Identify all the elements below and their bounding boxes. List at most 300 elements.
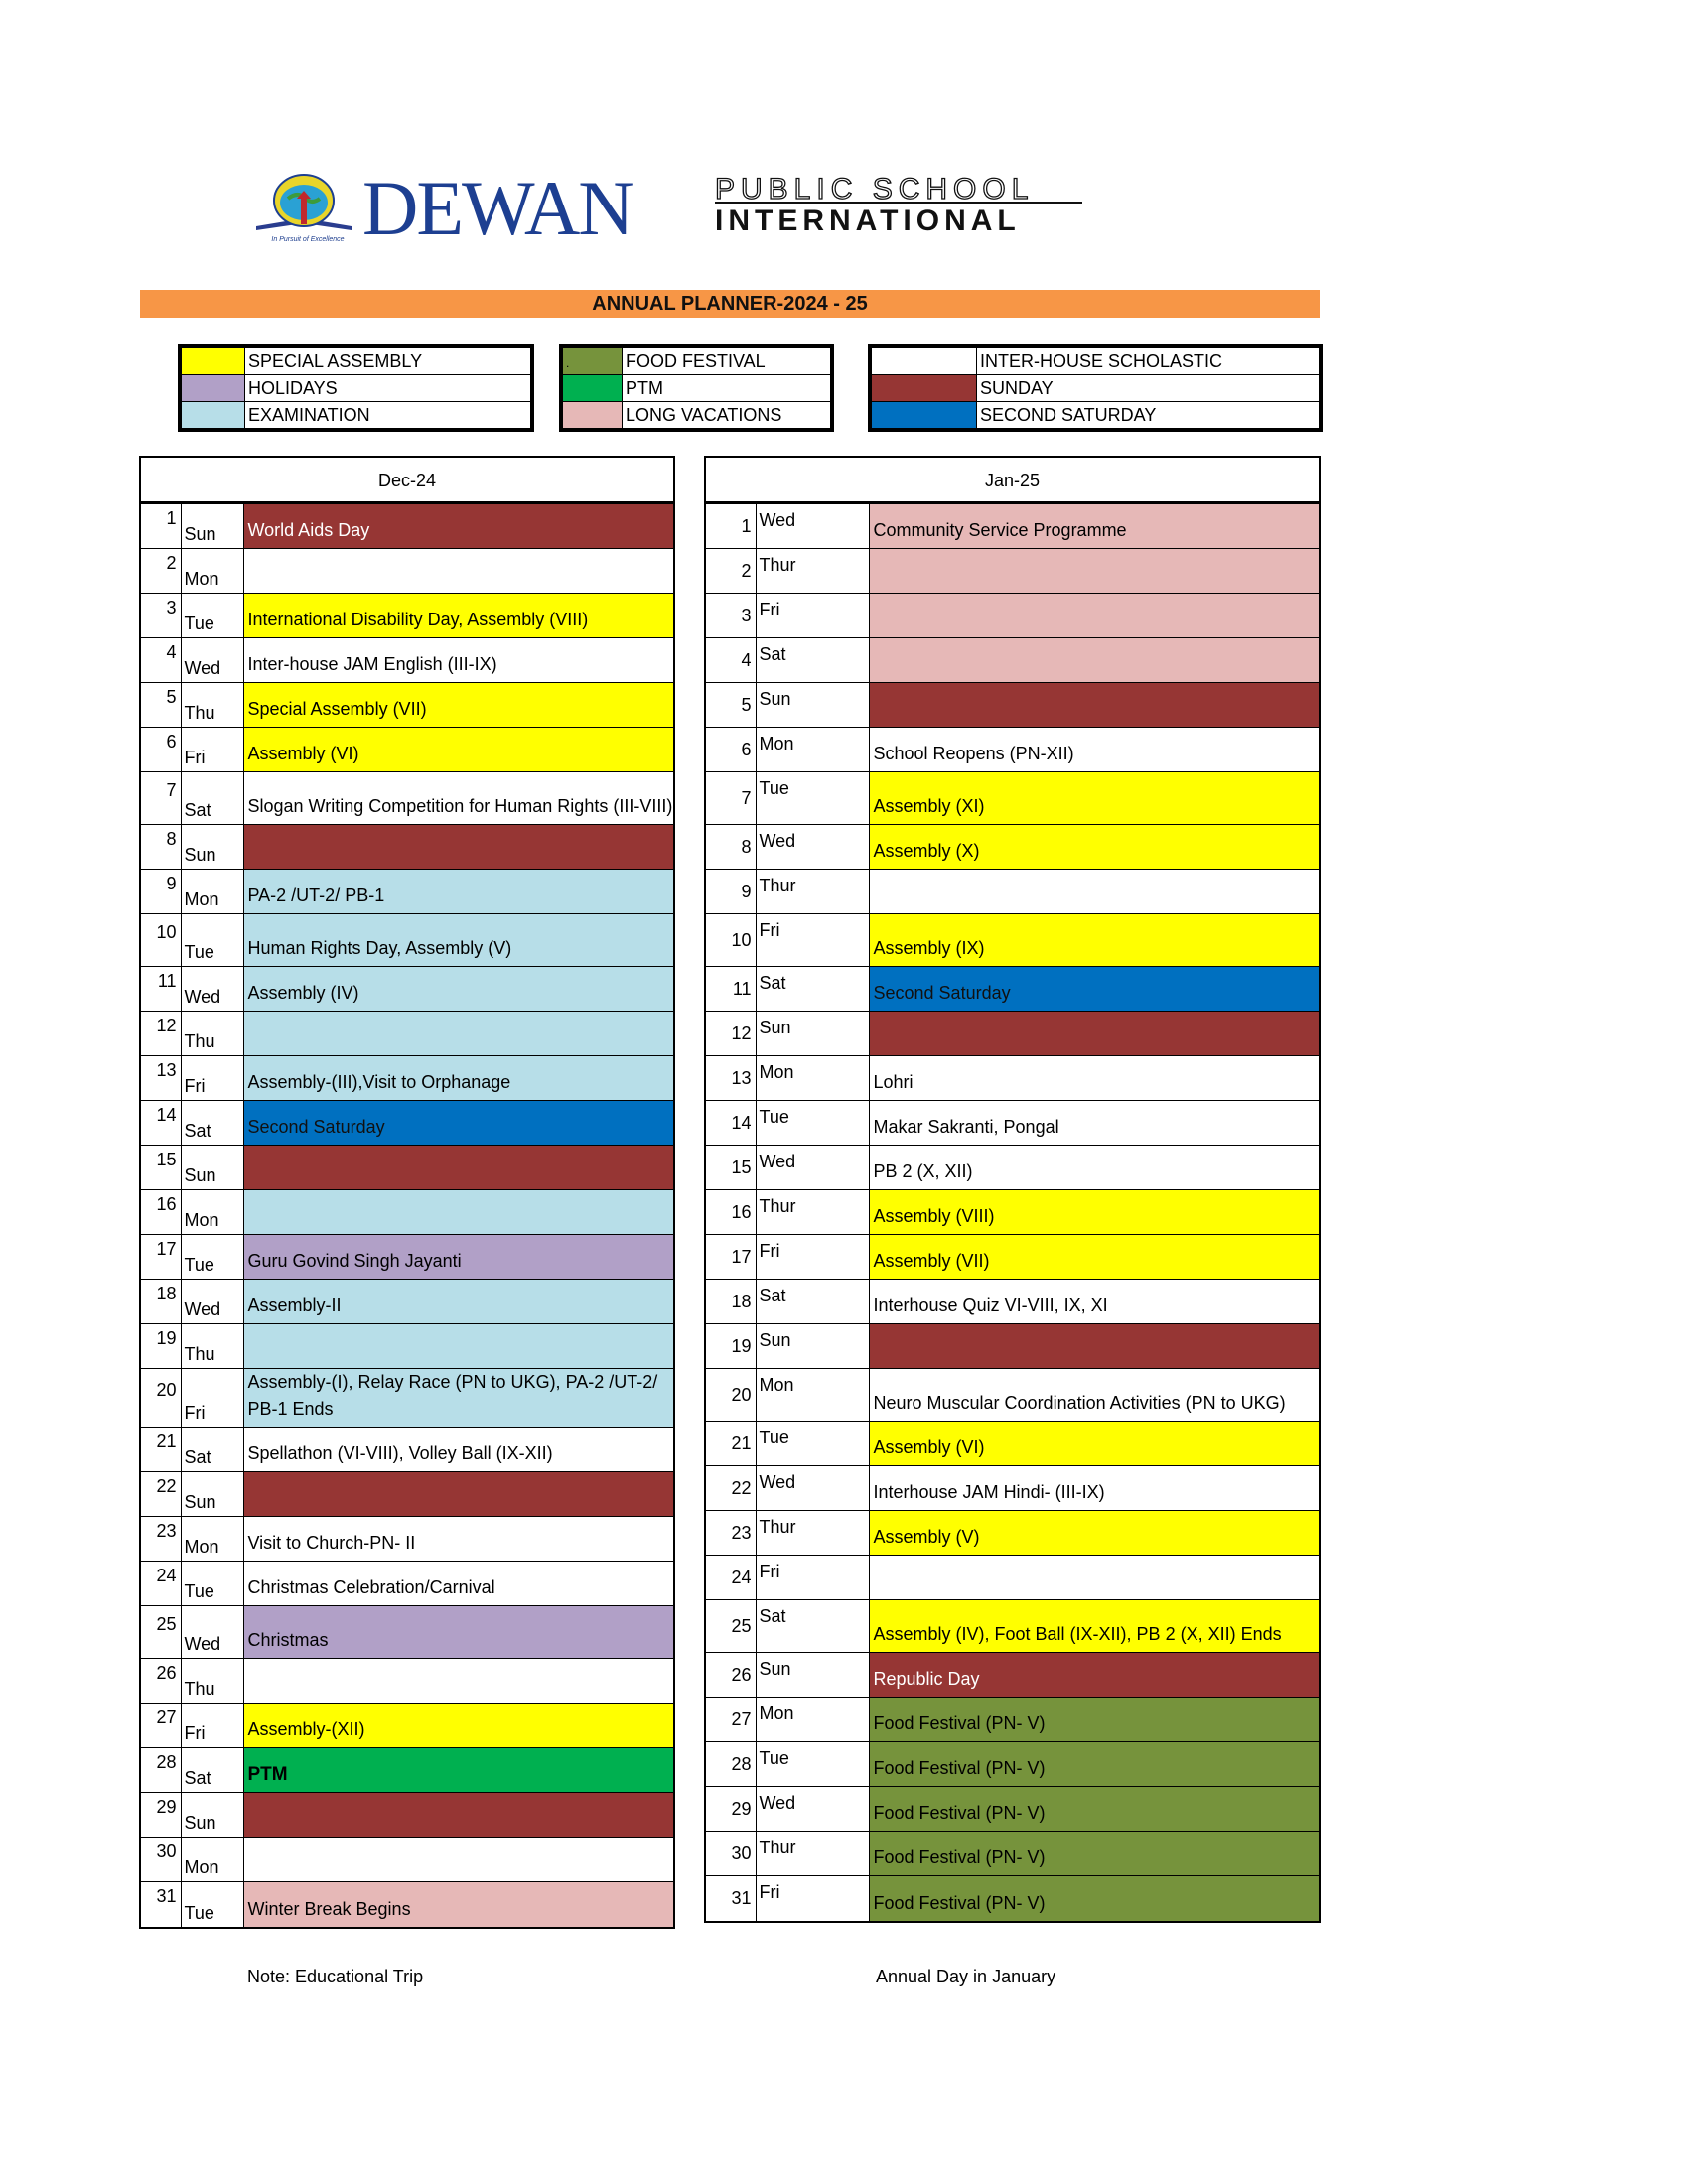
weekday: Fri [181, 1704, 243, 1748]
day-number-text: 7 [741, 787, 752, 808]
weekday: Fri [756, 1556, 869, 1600]
day-row [706, 1324, 1319, 1369]
day-number [706, 1832, 756, 1876]
day-number-text: 25 [156, 1613, 177, 1634]
weekday: Fri [756, 914, 869, 967]
day-row [706, 1280, 1319, 1324]
day-number [141, 1428, 181, 1472]
day-number [706, 1600, 756, 1653]
day-number [141, 1793, 181, 1838]
weekday: Sun [181, 1472, 243, 1517]
weekday: Thu [181, 1012, 243, 1056]
day-number-text: 8 [166, 828, 177, 849]
event-cell: Spellathon (VI-VIII), Volley Ball (IX-XII) [243, 1428, 673, 1472]
event-cell: Lohri [869, 1056, 1319, 1101]
day-number [141, 870, 181, 914]
day-row [141, 1562, 673, 1606]
day-number [706, 594, 756, 638]
day-number-text: 1 [166, 507, 177, 528]
day-number [141, 1562, 181, 1606]
legend-mark: . [566, 355, 570, 370]
day-row [141, 1190, 673, 1235]
day-row [706, 683, 1319, 728]
weekday: Mon [756, 728, 869, 772]
school-brand-name: DEWAN [362, 165, 633, 251]
day-number-text: 26 [156, 1662, 177, 1683]
event-cell: Neuro Muscular Coordination Activities (PN to UKG) [869, 1369, 1319, 1422]
day-row [141, 1012, 673, 1056]
day-number [706, 1698, 756, 1742]
day-number-text: 6 [166, 731, 177, 751]
event-cell: Assembly (X) [869, 825, 1319, 870]
day-number-text: 9 [741, 881, 752, 901]
day-row [706, 825, 1319, 870]
day-number [706, 1235, 756, 1280]
day-number-text: 12 [156, 1015, 177, 1035]
event-cell: PB 2 (X, XII) [869, 1146, 1319, 1190]
event-cell: International Disability Day, Assembly (VIII) [243, 594, 673, 638]
event-cell [243, 1659, 673, 1704]
day-number [141, 638, 181, 683]
day-row [141, 1882, 673, 1927]
day-row [706, 914, 1319, 967]
legend-swatch [182, 375, 245, 402]
legend-label: INTER-HOUSE SCHOLASTIC [977, 348, 1320, 375]
event-cell: PTM [243, 1748, 673, 1793]
legend-group-2 [559, 344, 834, 432]
event-cell: Food Festival (PN- V) [869, 1787, 1319, 1832]
school-name-rule [715, 202, 1082, 204]
event-cell: Assembly (VI) [243, 728, 673, 772]
day-row [706, 1190, 1319, 1235]
weekday: Tue [756, 1422, 869, 1466]
weekday: Mon [756, 1698, 869, 1742]
day-number-text: 8 [741, 836, 752, 857]
day-number-text: 30 [156, 1841, 177, 1861]
day-number [706, 870, 756, 914]
day-number [706, 1369, 756, 1422]
day-number [706, 914, 756, 967]
day-row [706, 967, 1319, 1012]
legend-swatch [182, 402, 245, 429]
school-logo [248, 165, 1122, 258]
weekday: Sun [756, 1012, 869, 1056]
day-number-text: 17 [731, 1246, 752, 1267]
day-row [141, 1428, 673, 1472]
day-number [706, 825, 756, 870]
weekday: Thur [756, 1832, 869, 1876]
weekday: Sat [181, 1428, 243, 1472]
day-row [141, 1280, 673, 1324]
weekday: Fri [181, 1056, 243, 1101]
day-row [141, 1369, 673, 1428]
day-row [141, 870, 673, 914]
legend-label: SPECIAL ASSEMBLY [245, 348, 531, 375]
event-cell: Christmas Celebration/Carnival [243, 1562, 673, 1606]
day-row [706, 1832, 1319, 1876]
day-row [706, 1600, 1319, 1653]
day-number [141, 1369, 181, 1428]
day-number-text: 4 [741, 649, 752, 670]
day-number [141, 1146, 181, 1190]
weekday: Tue [181, 914, 243, 967]
day-number [141, 1517, 181, 1562]
weekday: Tue [181, 1882, 243, 1927]
day-number [706, 1146, 756, 1190]
weekday: Sun [181, 504, 243, 549]
day-number-text: 19 [731, 1335, 752, 1356]
day-number-text: 5 [166, 686, 177, 707]
day-row [706, 1466, 1319, 1511]
weekday: Tue [756, 1101, 869, 1146]
event-cell: Food Festival (PN- V) [869, 1876, 1319, 1921]
day-number-text: 21 [156, 1431, 177, 1451]
day-row [141, 1146, 673, 1190]
day-row [706, 1369, 1319, 1422]
day-number [141, 1324, 181, 1369]
event-cell [869, 1556, 1319, 1600]
weekday: Wed [181, 638, 243, 683]
day-number [706, 1742, 756, 1787]
day-row [141, 914, 673, 967]
weekday: Fri [181, 728, 243, 772]
event-cell [869, 549, 1319, 594]
day-row [141, 1838, 673, 1882]
event-cell [869, 1324, 1319, 1369]
event-cell: Inter-house JAM English (III-IX) [243, 638, 673, 683]
day-number [141, 728, 181, 772]
day-row [141, 1101, 673, 1146]
day-number-text: 6 [741, 739, 752, 759]
day-number [141, 1280, 181, 1324]
legend-swatch [872, 402, 977, 429]
event-cell: Winter Break Begins [243, 1882, 673, 1927]
weekday: Mon [181, 1838, 243, 1882]
day-number [706, 1056, 756, 1101]
event-cell: World Aids Day [243, 504, 673, 549]
day-number-text: 23 [156, 1520, 177, 1541]
day-number [141, 1882, 181, 1927]
event-cell: Assembly-(XII) [243, 1704, 673, 1748]
day-row [706, 1511, 1319, 1556]
day-number [706, 1012, 756, 1056]
weekday: Wed [756, 504, 869, 549]
day-number-text: 26 [731, 1664, 752, 1685]
event-cell: Second Saturday [243, 1101, 673, 1146]
event-cell: Guru Govind Singh Jayanti [243, 1235, 673, 1280]
day-number [706, 772, 756, 825]
day-number [706, 1190, 756, 1235]
day-row [141, 825, 673, 870]
day-row [141, 1472, 673, 1517]
weekday: Thu [181, 683, 243, 728]
month-heading: Jan-25 [706, 458, 1319, 503]
day-row [706, 1235, 1319, 1280]
day-number [141, 549, 181, 594]
day-row [706, 1556, 1319, 1600]
day-number [706, 1101, 756, 1146]
weekday: Thu [181, 1659, 243, 1704]
day-number-text: 19 [156, 1327, 177, 1348]
event-cell: Assembly (IX) [869, 914, 1319, 967]
day-number [706, 1653, 756, 1698]
weekday: Wed [756, 1466, 869, 1511]
event-cell: Assembly-(I), Relay Race (PN to UKG), PA-2 /UT-2/ PB-1 Ends [243, 1369, 673, 1428]
day-row [141, 1324, 673, 1369]
legend-label: SUNDAY [977, 375, 1320, 402]
weekday: Sat [756, 1280, 869, 1324]
weekday: Wed [181, 967, 243, 1012]
day-number [141, 1056, 181, 1101]
day-number-text: 17 [156, 1238, 177, 1259]
day-number [706, 638, 756, 683]
event-cell [243, 549, 673, 594]
day-number-text: 12 [731, 1023, 752, 1043]
day-number-text: 27 [731, 1708, 752, 1729]
day-number-text: 1 [741, 515, 752, 536]
day-number [706, 549, 756, 594]
event-cell: Food Festival (PN- V) [869, 1698, 1319, 1742]
weekday: Sat [181, 1101, 243, 1146]
day-number [141, 1606, 181, 1659]
day-row [706, 1146, 1319, 1190]
day-number [706, 1280, 756, 1324]
day-number-text: 18 [731, 1291, 752, 1311]
weekday: Mon [181, 1190, 243, 1235]
day-row [141, 1793, 673, 1838]
day-number-text: 13 [731, 1067, 752, 1088]
school-name-line1: PUBLIC SCHOOL [715, 173, 1035, 205]
weekday: Sun [181, 1146, 243, 1190]
day-number-text: 2 [741, 560, 752, 581]
weekday: Wed [181, 1606, 243, 1659]
day-row [141, 504, 673, 549]
weekday: Mon [181, 870, 243, 914]
day-number [141, 1748, 181, 1793]
event-cell [869, 638, 1319, 683]
day-row [706, 728, 1319, 772]
weekday: Fri [756, 594, 869, 638]
weekday: Tue [756, 772, 869, 825]
weekday: Sat [756, 638, 869, 683]
legend-swatch [563, 375, 623, 402]
event-cell: Republic Day [869, 1653, 1319, 1698]
event-cell: Assembly (IV) [243, 967, 673, 1012]
legend-group-1 [178, 344, 534, 432]
weekday: Wed [756, 1787, 869, 1832]
weekday: Thur [756, 549, 869, 594]
legend-swatch [872, 348, 977, 375]
day-row [141, 967, 673, 1012]
day-number [706, 1556, 756, 1600]
day-number-text: 28 [731, 1753, 752, 1774]
legend-swatch [182, 348, 245, 375]
day-number-text: 15 [731, 1157, 752, 1177]
event-cell: School Reopens (PN-XII) [869, 728, 1319, 772]
day-row [706, 1742, 1319, 1787]
day-row [141, 1704, 673, 1748]
day-number [706, 728, 756, 772]
school-name-line2: INTERNATIONAL [715, 205, 1021, 237]
day-row [141, 594, 673, 638]
day-number [706, 504, 756, 549]
day-number [141, 1838, 181, 1882]
day-number [141, 504, 181, 549]
day-number [141, 772, 181, 825]
school-motto: In Pursuit of Excellence [271, 236, 345, 243]
day-number-text: 9 [166, 873, 177, 893]
day-row [706, 1012, 1319, 1056]
day-number-text: 24 [731, 1567, 752, 1587]
day-number [141, 1659, 181, 1704]
event-cell: Interhouse Quiz VI-VIII, IX, XI [869, 1280, 1319, 1324]
event-cell: Makar Sakranti, Pongal [869, 1101, 1319, 1146]
day-number-text: 16 [731, 1201, 752, 1222]
weekday: Mon [756, 1369, 869, 1422]
weekday: Fri [756, 1235, 869, 1280]
day-row [141, 1517, 673, 1562]
event-cell: Food Festival (PN- V) [869, 1832, 1319, 1876]
legend-label: FOOD FESTIVAL [623, 348, 831, 375]
day-number-text: 30 [731, 1843, 752, 1863]
day-number-text: 7 [166, 779, 177, 800]
day-number-text: 4 [166, 641, 177, 662]
day-number [141, 1704, 181, 1748]
event-cell [869, 870, 1319, 914]
day-number-text: 31 [731, 1887, 752, 1908]
day-number [706, 683, 756, 728]
day-number [141, 1190, 181, 1235]
weekday: Fri [756, 1876, 869, 1921]
day-row [706, 594, 1319, 638]
weekday: Tue [181, 594, 243, 638]
day-number-text: 11 [157, 970, 177, 991]
legend-swatch [563, 348, 623, 375]
weekday: Sun [756, 1324, 869, 1369]
event-cell: Assembly (VI) [869, 1422, 1319, 1466]
event-cell [243, 1472, 673, 1517]
day-number-text: 22 [731, 1477, 752, 1498]
day-number-text: 29 [731, 1798, 752, 1819]
day-number-text: 22 [156, 1475, 177, 1496]
day-number-text: 11 [732, 978, 752, 999]
weekday: Sun [756, 1653, 869, 1698]
day-number [141, 683, 181, 728]
weekday: Wed [756, 1146, 869, 1190]
day-row [141, 638, 673, 683]
day-number [706, 1876, 756, 1921]
day-number-text: 15 [156, 1149, 177, 1169]
day-number-text: 20 [156, 1379, 177, 1400]
event-cell: Christmas [243, 1606, 673, 1659]
event-cell [869, 683, 1319, 728]
legend-label: HOLIDAYS [245, 375, 531, 402]
day-number-text: 14 [156, 1104, 177, 1125]
day-row [706, 504, 1319, 549]
day-number [141, 594, 181, 638]
weekday: Thur [756, 1190, 869, 1235]
day-number [706, 1324, 756, 1369]
legend-label: LONG VACATIONS [623, 402, 831, 429]
day-number-text: 10 [156, 921, 177, 942]
legend-group-3 [868, 344, 1323, 432]
weekday: Mon [181, 549, 243, 594]
day-number [141, 1012, 181, 1056]
event-cell: Slogan Writing Competition for Human Rights (III-VIII) [243, 772, 673, 825]
weekday: Thu [181, 1324, 243, 1369]
weekday: Sat [756, 1600, 869, 1653]
weekday: Sun [756, 683, 869, 728]
day-number-text: 2 [166, 552, 177, 573]
day-row [706, 1422, 1319, 1466]
day-row [706, 1056, 1319, 1101]
day-number [141, 914, 181, 967]
day-number-text: 27 [156, 1706, 177, 1727]
event-cell: Second Saturday [869, 967, 1319, 1012]
event-cell: Community Service Programme [869, 504, 1319, 549]
event-cell: Assembly (VII) [869, 1235, 1319, 1280]
day-number-text: 16 [156, 1193, 177, 1214]
day-number [706, 1511, 756, 1556]
day-row [141, 1235, 673, 1280]
event-cell [243, 825, 673, 870]
event-cell: Assembly (IV), Foot Ball (IX-XII), PB 2 (X, XII) Ends [869, 1600, 1319, 1653]
day-number [141, 825, 181, 870]
day-row [706, 870, 1319, 914]
day-number-text: 29 [156, 1796, 177, 1817]
month-table-jan-25 [704, 456, 1321, 1923]
event-cell [243, 1146, 673, 1190]
weekday: Mon [181, 1517, 243, 1562]
day-number-text: 24 [156, 1565, 177, 1585]
day-row [706, 772, 1319, 825]
day-row [141, 683, 673, 728]
event-cell: Visit to Church-PN- II [243, 1517, 673, 1562]
event-cell [869, 1012, 1319, 1056]
day-number [706, 1422, 756, 1466]
legend-label: SECOND SATURDAY [977, 402, 1320, 429]
event-cell: Food Festival (PN- V) [869, 1742, 1319, 1787]
event-cell: Assembly (XI) [869, 772, 1319, 825]
day-row [706, 1653, 1319, 1698]
day-row [706, 1876, 1319, 1921]
day-number [706, 1787, 756, 1832]
day-number-text: 23 [731, 1522, 752, 1543]
event-cell [243, 1324, 673, 1369]
planner-title: ANNUAL PLANNER-2024 - 25 [140, 290, 1320, 318]
event-cell [869, 594, 1319, 638]
day-row [706, 1787, 1319, 1832]
day-number [141, 1101, 181, 1146]
day-row [141, 728, 673, 772]
event-cell: Assembly (VIII) [869, 1190, 1319, 1235]
event-cell: PA-2 /UT-2/ PB-1 [243, 870, 673, 914]
month-table-dec-24 [139, 456, 675, 1929]
day-number-text: 10 [731, 929, 752, 950]
day-row [141, 1748, 673, 1793]
day-number-text: 3 [166, 597, 177, 617]
legend-swatch [872, 375, 977, 402]
month-note-jan: Annual Day in January [876, 1967, 1056, 1986]
weekday: Mon [756, 1056, 869, 1101]
day-number [141, 967, 181, 1012]
weekday: Sat [756, 967, 869, 1012]
day-number-text: 20 [731, 1384, 752, 1405]
weekday: Thur [756, 870, 869, 914]
day-number-text: 3 [741, 605, 752, 625]
day-row [141, 1606, 673, 1659]
day-number-text: 31 [156, 1885, 177, 1906]
